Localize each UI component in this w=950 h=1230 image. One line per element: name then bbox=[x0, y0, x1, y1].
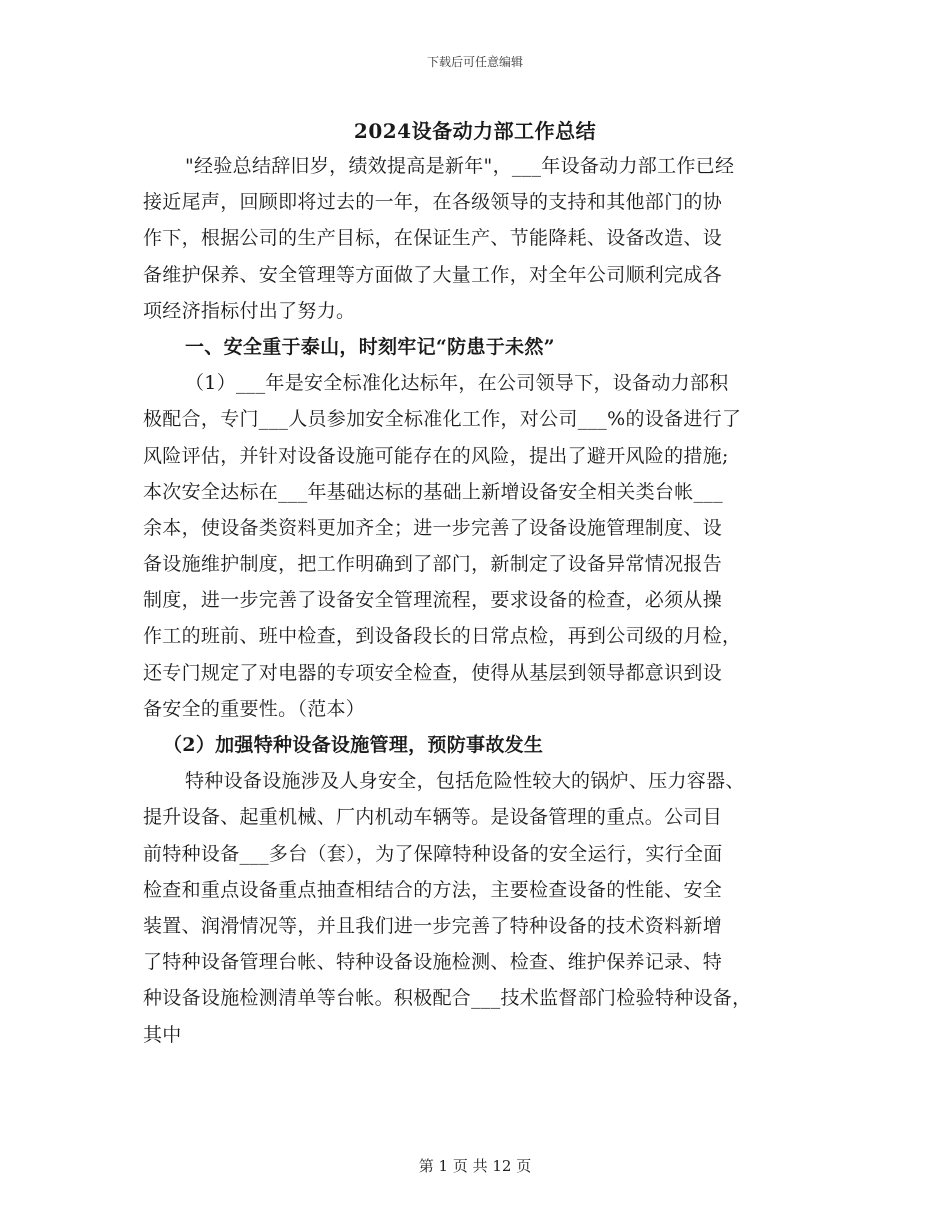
text-line: 装置、润滑情况等，并且我们进一步完善了特种设备的技术资料新增 bbox=[143, 914, 723, 937]
text-line: 了特种设备管理台帐、特种设备设施检测、检查、维护保养记录、特 bbox=[143, 951, 723, 974]
text-line: 作工的班前、班中检查，到设备段长的日常点检，再到公司级的月检， bbox=[143, 625, 742, 648]
text-line: （1）___年是安全标准化达标年，在公司领导下，设备动力部积 bbox=[185, 372, 729, 395]
text-line: "经验总结辞旧岁，绩效提高是新年"，___年设备动力部工作已经 bbox=[185, 155, 735, 177]
text-line: 提升设备、起重机械、厂内机动车辆等。是设备管理的重点。公司目 bbox=[143, 806, 723, 829]
text-line: 余本，使设备类资料更加齐全；进一步完善了设备设施管理制度、设 bbox=[143, 516, 723, 539]
text-line: 极配合，专门___人员参加安全标准化工作，对公司___%的设备进行了 bbox=[143, 408, 742, 431]
text-line: 检查和重点设备重点抽查相结合的方法，主要检查设备的性能、安全 bbox=[143, 878, 723, 901]
text-line: 制度，进一步完善了设备安全管理流程，要求设备的检查，必须从操 bbox=[143, 589, 723, 612]
text-line: 风险评估，并针对设备设施可能存在的风险，提出了避开风险的措施; bbox=[143, 444, 729, 467]
section-heading: 一、安全重于泰山，时刻牢记“防患于未然” bbox=[185, 335, 555, 358]
text-line: 作下，根据公司的生产目标，在保证生产、节能降耗、设备改造、设 bbox=[143, 227, 723, 250]
text-line: 项经济指标付出了努力。 bbox=[143, 299, 356, 322]
text-line: 本次安全达标在___年基础达标的基础上新增设备安全相关类台帐___ bbox=[143, 480, 723, 503]
text-line: 其中 bbox=[143, 1023, 182, 1046]
text-line: 还专门规定了对电器的专项安全检查，使得从基层到领导都意识到设 bbox=[143, 661, 723, 684]
text-line: 接近尾声，回顾即将过去的一年，在各级领导的支持和其他部门的协 bbox=[143, 191, 723, 214]
text-line: 前特种设备___多台（套），为了保障特种设备的安全运行，实行全面 bbox=[143, 842, 723, 865]
page-header: 下载后可任意编辑 bbox=[426, 55, 523, 69]
document-title: 2024设备动力部工作总结 bbox=[353, 119, 597, 143]
text-line: 备安全的重要性。（范本） bbox=[143, 697, 366, 720]
text-line: 种设备设施检测清单等台帐。积极配合___技术监督部门检验特种设备， bbox=[143, 987, 752, 1010]
section-heading: （2）加强特种设备设施管理，预防事故发生 bbox=[163, 734, 544, 756]
page-footer: 第 1 页 共 12 页 bbox=[418, 1157, 532, 1175]
text-line: 备设施维护制度，把工作明确到了部门，新制定了设备异常情况报告 bbox=[143, 553, 723, 576]
text-line: 备维护保养、安全管理等方面做了大量工作，对全年公司顺利完成各 bbox=[143, 263, 723, 286]
text-line: 特种设备设施涉及人身安全，包括危险性较大的锅炉、压力容器、 bbox=[185, 770, 745, 793]
document-body bbox=[143, 148, 818, 1053]
